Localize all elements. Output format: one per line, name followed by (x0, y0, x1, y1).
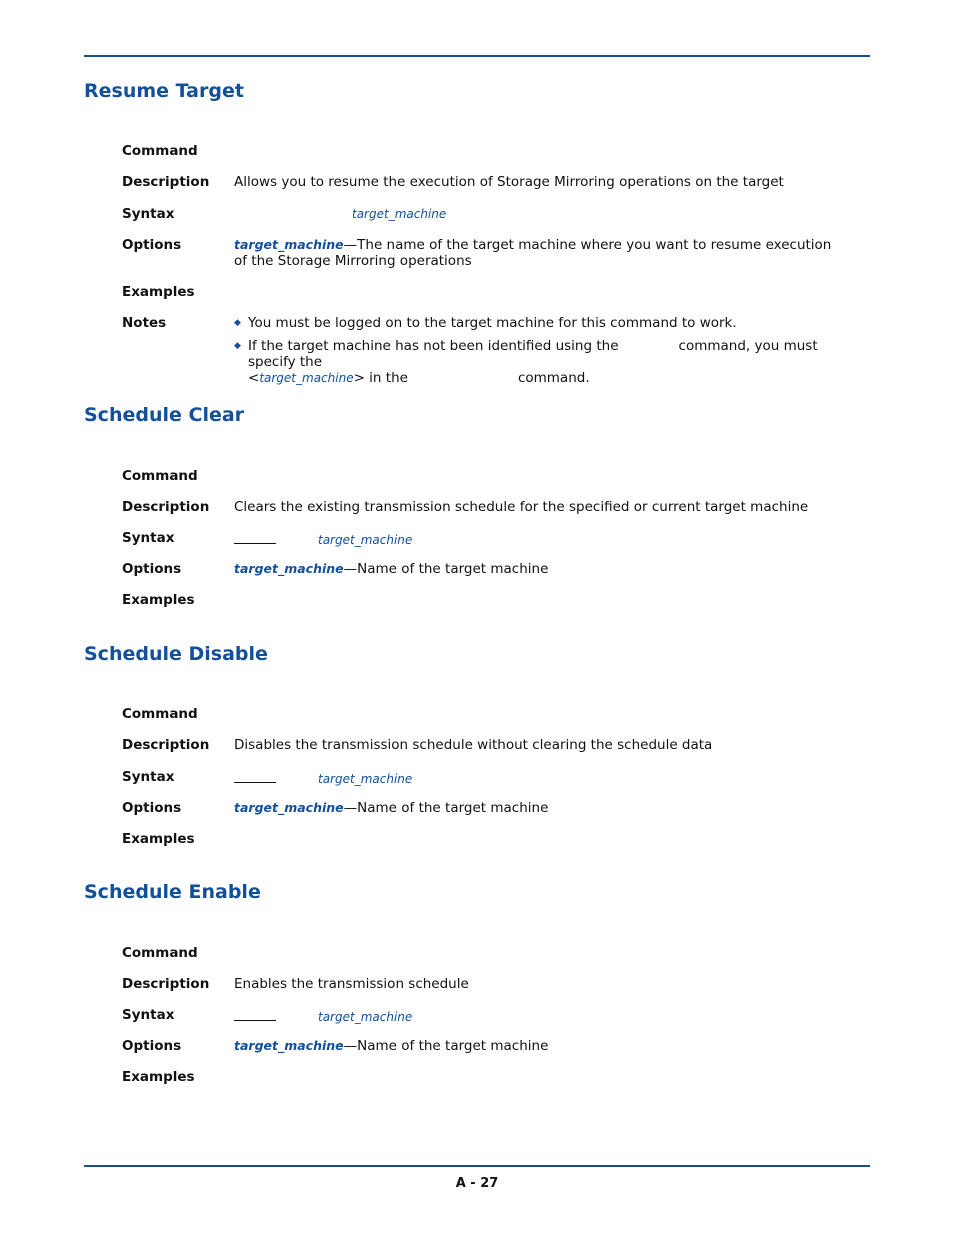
footer-rule (84, 1165, 870, 1167)
syntax-label: Syntax (122, 769, 175, 785)
syntax-text (234, 1007, 846, 1025)
note-text-part: < (248, 370, 260, 386)
options-text (234, 1038, 846, 1054)
note-text-part: command, you must specify the (248, 338, 818, 370)
section-title: Schedule Disable (84, 643, 268, 665)
section-schedule-disable (84, 642, 870, 666)
syntax-blank (234, 1007, 276, 1021)
syntax-blank (234, 769, 276, 783)
option-description: —Name of the target machine (343, 1038, 549, 1054)
syntax-text (234, 530, 846, 548)
command-label: Command (122, 143, 198, 159)
note-param: target_machine (259, 371, 354, 385)
examples-label: Examples (122, 831, 195, 847)
section-title: Schedule Enable (84, 881, 261, 903)
syntax-blank (234, 530, 276, 544)
syntax-param: target_machine (318, 1010, 413, 1024)
syntax-label: Syntax (122, 1007, 175, 1023)
diamond-bullet-icon: ◆ (234, 318, 241, 328)
description-label: Description (122, 976, 210, 992)
note-text: You must be logged on to the target machine for this command to work. (248, 315, 737, 331)
option-param: target_machine (234, 800, 344, 815)
section-schedule-enable (84, 880, 870, 904)
notes-label: Notes (122, 315, 167, 331)
examples-label: Examples (122, 592, 195, 608)
page-number: A - 27 (455, 1176, 499, 1191)
section-title: Schedule Clear (84, 404, 245, 426)
diamond-bullet-icon: ◆ (234, 341, 241, 351)
note-item (234, 338, 846, 386)
options-label: Options (122, 237, 182, 253)
syntax-text (234, 206, 846, 222)
syntax-param: target_machine (318, 533, 413, 547)
options-text (234, 237, 846, 269)
option-param: target_machine (234, 561, 344, 576)
option-param: target_machine (234, 1038, 344, 1053)
options-text (234, 800, 846, 816)
command-label: Command (122, 945, 198, 961)
description-label: Description (122, 174, 210, 190)
syntax-param: target_machine (352, 207, 447, 221)
description-label: Description (122, 737, 210, 753)
option-param: target_machine (234, 237, 344, 252)
note-text-part: If the target machine has not been identified using the (248, 338, 619, 354)
options-label: Options (122, 1038, 182, 1054)
command-label: Command (122, 468, 198, 484)
option-description: —The name of the target machine where you want to resume execution of the Storage Mirroring operations (234, 237, 832, 269)
description-text: Allows you to resume the execution of Storage Mirroring operations on the target (234, 174, 784, 190)
syntax-text (234, 769, 846, 787)
syntax-label: Syntax (122, 530, 175, 546)
note-text-part: > in the (353, 370, 408, 386)
header-rule (84, 55, 870, 57)
description-label: Description (122, 499, 210, 515)
section-schedule-clear (84, 403, 870, 427)
command-label: Command (122, 706, 198, 722)
syntax-param: target_machine (318, 772, 413, 786)
description-text: Disables the transmission schedule without clearing the schedule data (234, 737, 713, 753)
section-title: Resume Target (84, 80, 244, 102)
examples-label: Examples (122, 284, 195, 300)
examples-label: Examples (122, 1069, 195, 1085)
options-text (234, 561, 846, 577)
description-text: Enables the transmission schedule (234, 976, 469, 992)
options-label: Options (122, 800, 182, 816)
notes-list (234, 315, 846, 386)
syntax-label: Syntax (122, 206, 175, 222)
option-description: —Name of the target machine (343, 800, 549, 816)
option-description: —Name of the target machine (343, 561, 549, 577)
note-text-part: command. (517, 370, 590, 386)
description-text: Clears the existing transmission schedule for the specified or current target machine (234, 499, 809, 515)
options-label: Options (122, 561, 182, 577)
note-item (234, 315, 846, 331)
section-resume-target (84, 79, 870, 103)
